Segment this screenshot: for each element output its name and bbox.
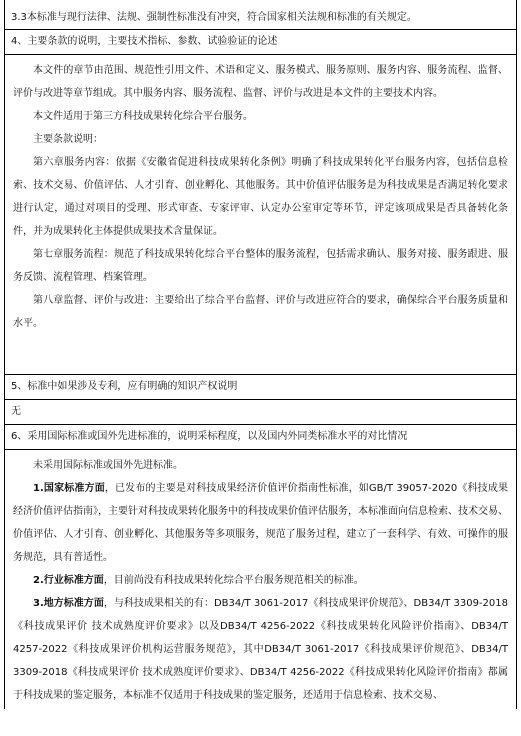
section-5-answer: 无 (11, 406, 21, 417)
s6-item-2-text: ，目前尚没有科技成果转化综合平台服务规范相关的标准。 (103, 575, 364, 586)
s4-paragraph: 主要条款说明： (33, 134, 103, 145)
s6-item-1-text: ，已发布的主要是对科技成果经济价值评价指南性标准，如GB/T 39057-2020《科技成果经济价值评估指南》，主要针对科技成果转化服务中的科技成果价值评估服务，本标准面向信息检索、技术交易、价值评估、人才引育、创业孵化、其他服务等多项服务，规范了服务过程，建立了一套科学、有效、可操作的服务规范，具有普适性。 (13, 483, 508, 563)
s4-paragraph: 本文件的章节由范围、规范性引用文件、术语和定义、服务模式、服务原则、服务内容、服务流程、监督、评价与改进等章节组成。其中服务内容、服务流程、监督、评价与改进是本文件的主要技术内容。 (13, 65, 508, 99)
s6-item-3-label: 3.地方标准方面 (33, 598, 104, 609)
section-5-answer-row (5, 400, 516, 425)
section-4-body (5, 55, 516, 375)
section-4-heading: 4、主要条款的说明，主要技术指标、参数、试验验证的论述 (11, 36, 278, 47)
s4-paragraph: 第六章服务内容：依据《安徽省促进科技成果转化条例》明确了科技成果转化平台服务内容，包括信息检索、技术交易、价值评估、人才引育、创业孵化、其他服务。其中价值评估服务是为科技成果是否满足转化要求进行认定，通过对项目的受理、形式审查、专家评审、认定办公室审定等环节，评定该项成果是否具备转化条件，并为成果转化主体提供成果技术含量保证。 (13, 157, 508, 237)
section-5-heading: 5、标准中如果涉及专利，应有明确的知识产权说明 (11, 381, 238, 392)
s6-item-3 (13, 592, 508, 707)
section-6-body (5, 450, 516, 709)
s6-item-2 (13, 569, 508, 592)
s4-paragraph: 本文件适用于第三方科技成果转化综合平台服务。 (33, 111, 253, 122)
section-6-heading-row (5, 425, 516, 450)
section-5-heading-row (5, 375, 516, 400)
section-3-last-row (5, 0, 516, 30)
s6-item-2-label: 2.行业标准方面 (33, 575, 104, 586)
s4-paragraph: 第七章服务流程：规范了科技成果转化综合平台整体的服务流程，包括需求确认、服务对接、服务跟进、服务反馈、流程管理、档案管理。 (13, 249, 508, 283)
s6-item-3-text: ，与科技成果相关的有：DB34/T 3061-2017《科技成果评价规范》、DB34/T 3309-2018《科技成果评价 技术成熟度评价要求》以及DB34/T 4256-2022《科技成果转化风险评价指南》、DB34/T 4257-2022《科技成果评价机构运营服务规范》，其中DB34/T 3061-2017《科技成果评价规范》、DB34/T 3309-2018《科技成果评价 技术成熟度评价要求》、DB34/T 4256-2022《科技成果转化风险评价指南》都属于科技成果的鉴定服务，本标准不仅适用于科技成果的鉴定服务，还适用于信息检索、技术交易、 (13, 598, 508, 701)
s6-item-1-label: 1.国家标准方面 (33, 483, 105, 494)
form-table (4, 0, 517, 709)
s6-item-1 (13, 477, 508, 569)
section-4-heading-row (5, 30, 516, 55)
s6-intro: 未采用国际标准或国外先进标准。 (33, 460, 183, 471)
section-6-heading: 6、采用国际标准或国外先进标准的，说明采标程度，以及国内外同类标准水平的对比情况 (11, 431, 408, 442)
section-3-last-line: 3.3本标准与现行法律、法规、强制性标准没有冲突，符合国家相关法规和标准的有关规定。 (11, 12, 417, 23)
s4-paragraph: 第八章监督、评价与改进：主要给出了综合平台监督、评价与改进应符合的要求，确保综合平台服务质量和水平。 (13, 295, 508, 329)
